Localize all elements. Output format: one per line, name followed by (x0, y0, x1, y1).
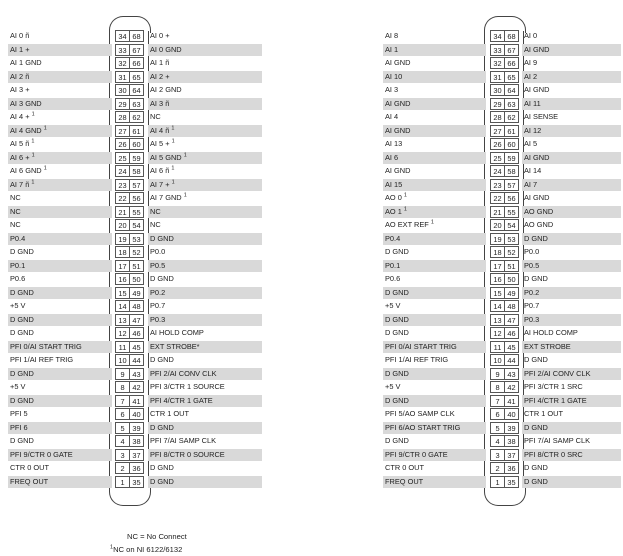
left-connector-pin-number: 9 (115, 368, 130, 380)
right-connector-signal-left: PFI 0/AI START TRIG (383, 341, 486, 353)
left-connector-signal-right: NC (148, 206, 262, 218)
left-connector-pin-number: 11 (115, 341, 130, 353)
right-connector-pin-number: 5 (490, 422, 505, 434)
right-connector-signal-right: P0.7 (524, 301, 540, 310)
footnote-mark: 1 (110, 544, 114, 551)
right-connector-pin-number: 66 (504, 57, 519, 69)
left-connector-signal-right: AI 0 + (150, 31, 170, 40)
left-connector-pin-number: 10 (115, 354, 130, 366)
right-connector-signal-left: +5 V (385, 301, 401, 310)
right-connector-pin-number: 52 (504, 246, 519, 258)
right-connector-pin-number: 23 (490, 179, 505, 191)
left-connector-signal-left: AI 1 GND (10, 58, 42, 67)
right-connector-signal-left: AI 10 (383, 71, 486, 83)
left-connector-signal-left: AI 1 + (8, 44, 112, 56)
left-connector-signal-right: D GND (148, 476, 262, 488)
left-connector-pin-number: 46 (129, 327, 144, 339)
right-connector-pin-number: 62 (504, 111, 519, 123)
left-connector-pin-number: 19 (115, 233, 130, 245)
right-connector-signal-left: AI 8 (385, 31, 399, 40)
footnote-superscript: 1 (403, 192, 407, 199)
footnote-superscript: 1 (171, 125, 175, 132)
left-connector-signal-right: D GND (150, 274, 174, 283)
right-connector-pin-number: 36 (504, 462, 519, 474)
left-connector-signal-left: PFI 1/AI REF TRIG (10, 355, 74, 364)
left-connector-signal-left: +5 V (10, 301, 26, 310)
left-connector-signal-right: AI 6 ñ $^1$ (150, 165, 175, 175)
left-connector-signal-left: PFI 5 (10, 409, 28, 418)
right-connector-signal-right: AI 2 (522, 71, 621, 83)
right-connector-signal-right: AI GND (524, 193, 550, 202)
left-connector-signal-right: D GND (148, 233, 262, 245)
left-connector-pin-number: 3 (115, 449, 130, 461)
left-connector-pin-number: 42 (129, 381, 144, 393)
left-connector-pin-number: 7 (115, 395, 130, 407)
left-connector-pin-number: 58 (129, 165, 144, 177)
left-connector-signal-right: PFI 2/AI CONV CLK (148, 368, 262, 380)
left-connector-signal-left: +5 V (10, 382, 26, 391)
left-connector-pin-number: 35 (129, 476, 144, 488)
left-connector-pin-number: 66 (129, 57, 144, 69)
right-connector-pin-number: 40 (504, 408, 519, 420)
footnote-superscript: 1 (183, 192, 187, 199)
right-connector-pin-number: 24 (490, 165, 505, 177)
left-connector-signal-left: AI 2 ñ (8, 71, 112, 83)
left-connector-pin-number: 65 (129, 71, 144, 83)
left-connector-pin-number: 17 (115, 260, 130, 272)
right-connector-pin-number: 59 (504, 152, 519, 164)
right-connector-pin-number: 58 (504, 165, 519, 177)
left-connector-pin-number: 61 (129, 125, 144, 137)
left-connector-signal-right: AI HOLD COMP (150, 328, 204, 337)
left-connector-pin-number: 21 (115, 206, 130, 218)
right-connector-signal-left: PFI 9/CTR 0 GATE (383, 449, 486, 461)
left-connector-signal-right: D GND (150, 355, 174, 364)
right-connector-pin-number: 4 (490, 435, 505, 447)
left-connector-pin-number: 56 (129, 192, 144, 204)
right-connector-pin-number: 26 (490, 138, 505, 150)
right-connector-pin-number: 18 (490, 246, 505, 258)
right-connector-signal-left: CTR 0 OUT (385, 463, 425, 472)
left-connector-pin-number: 12 (115, 327, 130, 339)
right-connector-signal-right: AI 12 (522, 125, 621, 137)
left-connector-signal-left: NC (10, 193, 21, 202)
left-connector-signal-right: PFI 4/CTR 1 GATE (148, 395, 262, 407)
right-connector-pin-number: 55 (504, 206, 519, 218)
left-connector-pin-number: 38 (129, 435, 144, 447)
left-connector-signal-left: D GND (8, 395, 112, 407)
right-connector-signal-left: AI GND (385, 166, 411, 175)
right-connector-signal-right: AI GND (522, 44, 621, 56)
right-connector-pin-number: 16 (490, 273, 505, 285)
right-connector-signal-left: AI GND (383, 98, 486, 110)
left-connector-signal-left: AI 7 ñ $^1$ (8, 179, 112, 191)
right-connector-pin-number: 41 (504, 395, 519, 407)
right-connector-signal-right: P0.5 (522, 260, 621, 272)
left-connector-signal-right: AI 2 GND (150, 85, 182, 94)
right-connector-signal-right: AI GND (524, 85, 550, 94)
right-connector-signal-left: D GND (385, 328, 409, 337)
left-connector-pin-number: 60 (129, 138, 144, 150)
left-connector-pin-number: 36 (129, 462, 144, 474)
right-connector-pin-number: 37 (504, 449, 519, 461)
footnote-superscript: 1 (430, 219, 434, 226)
left-connector-signal-left: D GND (10, 436, 34, 445)
left-connector-pin-number: 22 (115, 192, 130, 204)
left-connector-pin-number: 5 (115, 422, 130, 434)
right-connector-signal-right: D GND (522, 422, 621, 434)
right-connector-signal-right: AI 14 (524, 166, 542, 175)
footnote-superscript: 1 (43, 165, 47, 172)
left-connector-signal-right: PFI 7/AI SAMP CLK (150, 436, 216, 445)
right-connector-pin-number: 35 (504, 476, 519, 488)
footnote-superscript: 1 (31, 152, 35, 159)
right-connector-signal-left: +5 V (385, 382, 401, 391)
right-connector-signal-right: AI 0 (524, 31, 538, 40)
left-connector-signal-left: P0.1 (8, 260, 112, 272)
right-connector-pin-number: 32 (490, 57, 505, 69)
right-connector-shell-bottom (484, 487, 526, 506)
right-connector-pin-number: 64 (504, 84, 519, 96)
right-connector-pin-number: 1 (490, 476, 505, 488)
left-connector-signal-left: NC (10, 220, 21, 229)
right-connector-signal-right: CTR 1 OUT (524, 409, 564, 418)
right-connector-pin-number: 21 (490, 206, 505, 218)
right-connector-signal-left: AO 0 $^1$ (385, 192, 407, 202)
right-connector-pin-number: 49 (504, 287, 519, 299)
left-connector-pin-number: 68 (129, 30, 144, 42)
left-connector-pin-number: 43 (129, 368, 144, 380)
right-connector-signal-left: D GND (383, 368, 486, 380)
right-connector-pin-number: 46 (504, 327, 519, 339)
right-connector-signal-right: P0.0 (524, 247, 540, 256)
left-connector-signal-right: CTR 1 OUT (150, 409, 190, 418)
right-connector-signal-left: D GND (383, 395, 486, 407)
right-connector-signal-right: D GND (524, 463, 548, 472)
right-connector-signal-left: P0.1 (383, 260, 486, 272)
right-connector-pin-number: 14 (490, 300, 505, 312)
right-connector-signal-left: PFI 6/AO START TRIG (383, 422, 486, 434)
right-connector-signal-left: AO 1 $^1$ (383, 206, 486, 218)
right-connector-signal-right: P0.2 (522, 287, 621, 299)
left-connector-pin-number: 64 (129, 84, 144, 96)
left-connector-shell-bottom (109, 487, 151, 506)
left-connector-pin-number: 1 (115, 476, 130, 488)
right-connector-pin-number: 38 (504, 435, 519, 447)
right-connector-pin-number: 27 (490, 125, 505, 137)
footnote-superscript: 1 (171, 179, 175, 186)
left-connector-signal-right: NC (150, 220, 161, 229)
right-connector-pin-number: 44 (504, 354, 519, 366)
left-connector-signal-right: PFI 8/CTR 0 SOURCE (148, 449, 262, 461)
left-connector-signal-right: AI 3 ñ (148, 98, 262, 110)
right-connector-pin-number: 33 (490, 44, 505, 56)
right-connector-signal-right: AI 7 (522, 179, 621, 191)
right-connector-pin-number: 42 (504, 381, 519, 393)
right-connector-signal-right: AI 5 (524, 139, 538, 148)
right-connector-signal-left: PFI 5/AO SAMP CLK (385, 409, 455, 418)
right-connector-signal-left: AI 1 (383, 44, 486, 56)
left-connector-signal-left: PFI 0/AI START TRIG (8, 341, 112, 353)
right-connector-signal-right: AI 9 (524, 58, 538, 67)
footnote-superscript: 1 (31, 111, 35, 118)
left-connector-pin-number: 15 (115, 287, 130, 299)
right-connector-pin-number: 11 (490, 341, 505, 353)
left-connector-signal-right: AI 7 GND $^1$ (150, 192, 187, 202)
left-connector-signal-left: NC (8, 206, 112, 218)
left-connector-signal-left: AI 4 + $^1$ (10, 111, 35, 121)
left-connector-pin-number: 55 (129, 206, 144, 218)
footnote-superscript: 1 (183, 152, 187, 159)
left-connector-pin-number: 29 (115, 98, 130, 110)
right-connector-signal-left: PFI 1/AI REF TRIG (385, 355, 449, 364)
left-connector-signal-left: CTR 0 OUT (10, 463, 50, 472)
right-connector-signal-right: PFI 2/AI CONV CLK (522, 368, 621, 380)
left-connector-pin-number: 24 (115, 165, 130, 177)
right-connector-pin-number: 8 (490, 381, 505, 393)
right-connector-pin-number: 15 (490, 287, 505, 299)
left-connector-signal-left: AI 3 + (10, 85, 30, 94)
right-connector-pin-number: 67 (504, 44, 519, 56)
right-connector-signal-right: EXT STROBE (522, 341, 621, 353)
footnote-superscript: 1 (171, 165, 175, 172)
right-connector-signal-left: P0.6 (385, 274, 401, 283)
left-connector-signal-right: P0.3 (148, 314, 262, 326)
nc-note: NC = No Connect (127, 532, 187, 541)
left-connector-pin-number: 13 (115, 314, 130, 326)
left-connector-pin-number: 41 (129, 395, 144, 407)
left-connector-pin-number: 26 (115, 138, 130, 150)
footnote-superscript: 1 (171, 138, 175, 145)
left-connector-signal-left: P0.4 (8, 233, 112, 245)
right-connector-signal-left: AI 4 (385, 112, 399, 121)
left-connector-pin-number: 37 (129, 449, 144, 461)
right-connector-signal-right: D GND (524, 274, 548, 283)
left-connector-pin-number: 47 (129, 314, 144, 326)
left-connector-pin-number: 27 (115, 125, 130, 137)
right-connector-pin-number: 2 (490, 462, 505, 474)
left-connector-pin-number: 67 (129, 44, 144, 56)
footnote-superscript: 1 (31, 138, 35, 145)
left-connector-pin-number: 4 (115, 435, 130, 447)
left-connector-pin-number: 63 (129, 98, 144, 110)
right-connector-pin-number: 10 (490, 354, 505, 366)
left-connector-pin-number: 54 (129, 219, 144, 231)
right-connector-signal-right: AO GND (522, 206, 621, 218)
right-connector-pin-number: 63 (504, 98, 519, 110)
left-connector-pin-number: 23 (115, 179, 130, 191)
left-connector-pin-number: 50 (129, 273, 144, 285)
right-connector-pin-number: 12 (490, 327, 505, 339)
left-connector-signal-right: AI 2 + (148, 71, 262, 83)
right-connector-pin-number: 9 (490, 368, 505, 380)
right-connector-signal-right: AI HOLD COMP (524, 328, 578, 337)
right-connector-signal-right: PFI 8/CTR 0 SRC (522, 449, 621, 461)
left-connector-signal-right: AI 1 ñ (150, 58, 170, 67)
right-connector-pin-number: 3 (490, 449, 505, 461)
left-connector-pin-number: 16 (115, 273, 130, 285)
right-connector-pin-number: 31 (490, 71, 505, 83)
left-connector-signal-left: FREQ OUT (8, 476, 112, 488)
left-connector-signal-left: D GND (10, 328, 34, 337)
left-connector-pin-number: 59 (129, 152, 144, 164)
right-connector-signal-left: AI GND (385, 58, 411, 67)
right-connector-pin-number: 50 (504, 273, 519, 285)
right-connector-signal-left: D GND (385, 247, 409, 256)
right-connector-pin-number: 60 (504, 138, 519, 150)
left-connector-signal-left: D GND (8, 314, 112, 326)
right-connector-pin-number: 39 (504, 422, 519, 434)
left-connector-signal-left: AI 5 ñ $^1$ (10, 138, 35, 148)
right-connector-pin-number: 34 (490, 30, 505, 42)
right-connector-pin-number: 29 (490, 98, 505, 110)
right-connector-signal-right: D GND (524, 355, 548, 364)
left-connector-signal-left: AI 4 GND $^1$ (8, 125, 112, 137)
right-connector-pin-number: 61 (504, 125, 519, 137)
right-connector-signal-right: P0.3 (522, 314, 621, 326)
right-connector-pin-number: 17 (490, 260, 505, 272)
left-connector-signal-right: NC (150, 112, 161, 121)
left-connector-signal-right: EXT STROBE* (148, 341, 262, 353)
left-connector-signal-left: P0.6 (10, 274, 26, 283)
left-connector-signal-left: AI 3 GND (8, 98, 112, 110)
right-connector-signal-left: AI 3 (385, 85, 399, 94)
left-connector-pin-number: 33 (115, 44, 130, 56)
right-connector-signal-left: D GND (385, 436, 409, 445)
right-connector-signal-left: AI 6 (383, 152, 486, 164)
footnote-superscript: 1 (43, 125, 47, 132)
right-connector-signal-left: AI GND (383, 125, 486, 137)
right-connector-pin-number: 25 (490, 152, 505, 164)
left-connector-pin-number: 48 (129, 300, 144, 312)
left-connector-signal-left: AI 6 + $^1$ (8, 152, 112, 164)
left-connector-pin-number: 62 (129, 111, 144, 123)
left-connector-pin-number: 53 (129, 233, 144, 245)
left-connector-signal-right: D GND (150, 463, 174, 472)
left-connector-signal-right: AI 4 ñ $^1$ (148, 125, 262, 137)
right-connector-signal-right: PFI 3/CTR 1 SRC (524, 382, 583, 391)
left-connector-signal-left: D GND (10, 247, 34, 256)
right-connector-pin-number: 6 (490, 408, 505, 420)
right-connector-signal-right: AI 11 (522, 98, 621, 110)
left-connector-pin-number: 34 (115, 30, 130, 42)
left-connector-signal-right: AI 5 + $^1$ (150, 138, 175, 148)
left-connector-signal-left: PFI 6 (8, 422, 112, 434)
right-connector-pin-number: 19 (490, 233, 505, 245)
left-connector-signal-right: PFI 3/CTR 1 SOURCE (150, 382, 225, 391)
footnote-superscript: 1 (403, 206, 407, 213)
footnote (110, 545, 182, 554)
left-connector-pin-number: 51 (129, 260, 144, 272)
left-connector-pin-number: 57 (129, 179, 144, 191)
left-connector-signal-left: D GND (8, 368, 112, 380)
right-connector-signal-left: D GND (383, 314, 486, 326)
right-connector-pin-number: 68 (504, 30, 519, 42)
right-connector-signal-right: AI SENSE (524, 112, 559, 121)
left-connector-pin-number: 45 (129, 341, 144, 353)
right-connector-signal-left: FREQ OUT (383, 476, 486, 488)
left-connector-pin-number: 8 (115, 381, 130, 393)
right-connector-signal-right: AI GND (522, 152, 621, 164)
left-connector-signal-right: P0.2 (148, 287, 262, 299)
right-connector-signal-right: PFI 4/CTR 1 GATE (522, 395, 621, 407)
right-connector-pin-number: 28 (490, 111, 505, 123)
left-connector-pin-number: 31 (115, 71, 130, 83)
left-connector-pin-number: 49 (129, 287, 144, 299)
left-connector-pin-number: 39 (129, 422, 144, 434)
right-connector-pin-number: 13 (490, 314, 505, 326)
right-connector-signal-left: D GND (383, 287, 486, 299)
right-connector-pin-number: 47 (504, 314, 519, 326)
left-connector-signal-left: PFI 9/CTR 0 GATE (8, 449, 112, 461)
left-connector-pin-number: 32 (115, 57, 130, 69)
left-connector-signal-right: D GND (148, 422, 262, 434)
right-connector-pin-number: 48 (504, 300, 519, 312)
left-connector-signal-right: P0.5 (148, 260, 262, 272)
right-connector-pin-number: 57 (504, 179, 519, 191)
right-connector-signal-left: AO EXT REF $^1$ (385, 219, 434, 229)
left-connector-signal-left: AI 0 ñ (10, 31, 30, 40)
right-connector-pin-number: 20 (490, 219, 505, 231)
right-connector-pin-number: 30 (490, 84, 505, 96)
left-connector-pin-number: 30 (115, 84, 130, 96)
left-connector-pin-number: 20 (115, 219, 130, 231)
left-connector-pin-number: 40 (129, 408, 144, 420)
left-connector-pin-number: 6 (115, 408, 130, 420)
right-connector-pin-number: 7 (490, 395, 505, 407)
left-connector-signal-left: AI 6 GND $^1$ (10, 165, 47, 175)
left-connector-signal-left: D GND (8, 287, 112, 299)
left-connector-signal-right: P0.7 (150, 301, 166, 310)
left-connector-pin-number: 25 (115, 152, 130, 164)
left-connector-pin-number: 14 (115, 300, 130, 312)
right-connector-signal-right: AO GND (524, 220, 554, 229)
left-connector-pin-number: 18 (115, 246, 130, 258)
right-connector-pin-number: 43 (504, 368, 519, 380)
left-connector-signal-right: P0.0 (150, 247, 166, 256)
right-connector-signal-right: D GND (522, 476, 621, 488)
right-connector-pin-number: 22 (490, 192, 505, 204)
right-connector-pin-number: 56 (504, 192, 519, 204)
right-connector-signal-right: D GND (522, 233, 621, 245)
right-connector-pin-number: 54 (504, 219, 519, 231)
left-connector-signal-right: AI 0 GND (148, 44, 262, 56)
left-connector-pin-number: 28 (115, 111, 130, 123)
right-connector-pin-number: 65 (504, 71, 519, 83)
right-connector-pin-number: 51 (504, 260, 519, 272)
right-connector-signal-left: AI 15 (383, 179, 486, 191)
left-connector-signal-right: AI 7 + $^1$ (148, 179, 262, 191)
left-connector-pin-number: 44 (129, 354, 144, 366)
footnote-superscript: 1 (31, 179, 35, 186)
right-connector-signal-left: AI 13 (385, 139, 403, 148)
right-connector-pin-number: 45 (504, 341, 519, 353)
left-connector-pin-number: 2 (115, 462, 130, 474)
left-connector-pin-number: 52 (129, 246, 144, 258)
right-connector-signal-right: PFI 7/AI SAMP CLK (524, 436, 590, 445)
right-connector-pin-number: 53 (504, 233, 519, 245)
right-connector-signal-left: P0.4 (383, 233, 486, 245)
left-connector-signal-right: AI 5 GND $^1$ (148, 152, 262, 164)
footnote-text: NC on NI 6122/6132 (113, 545, 183, 554)
